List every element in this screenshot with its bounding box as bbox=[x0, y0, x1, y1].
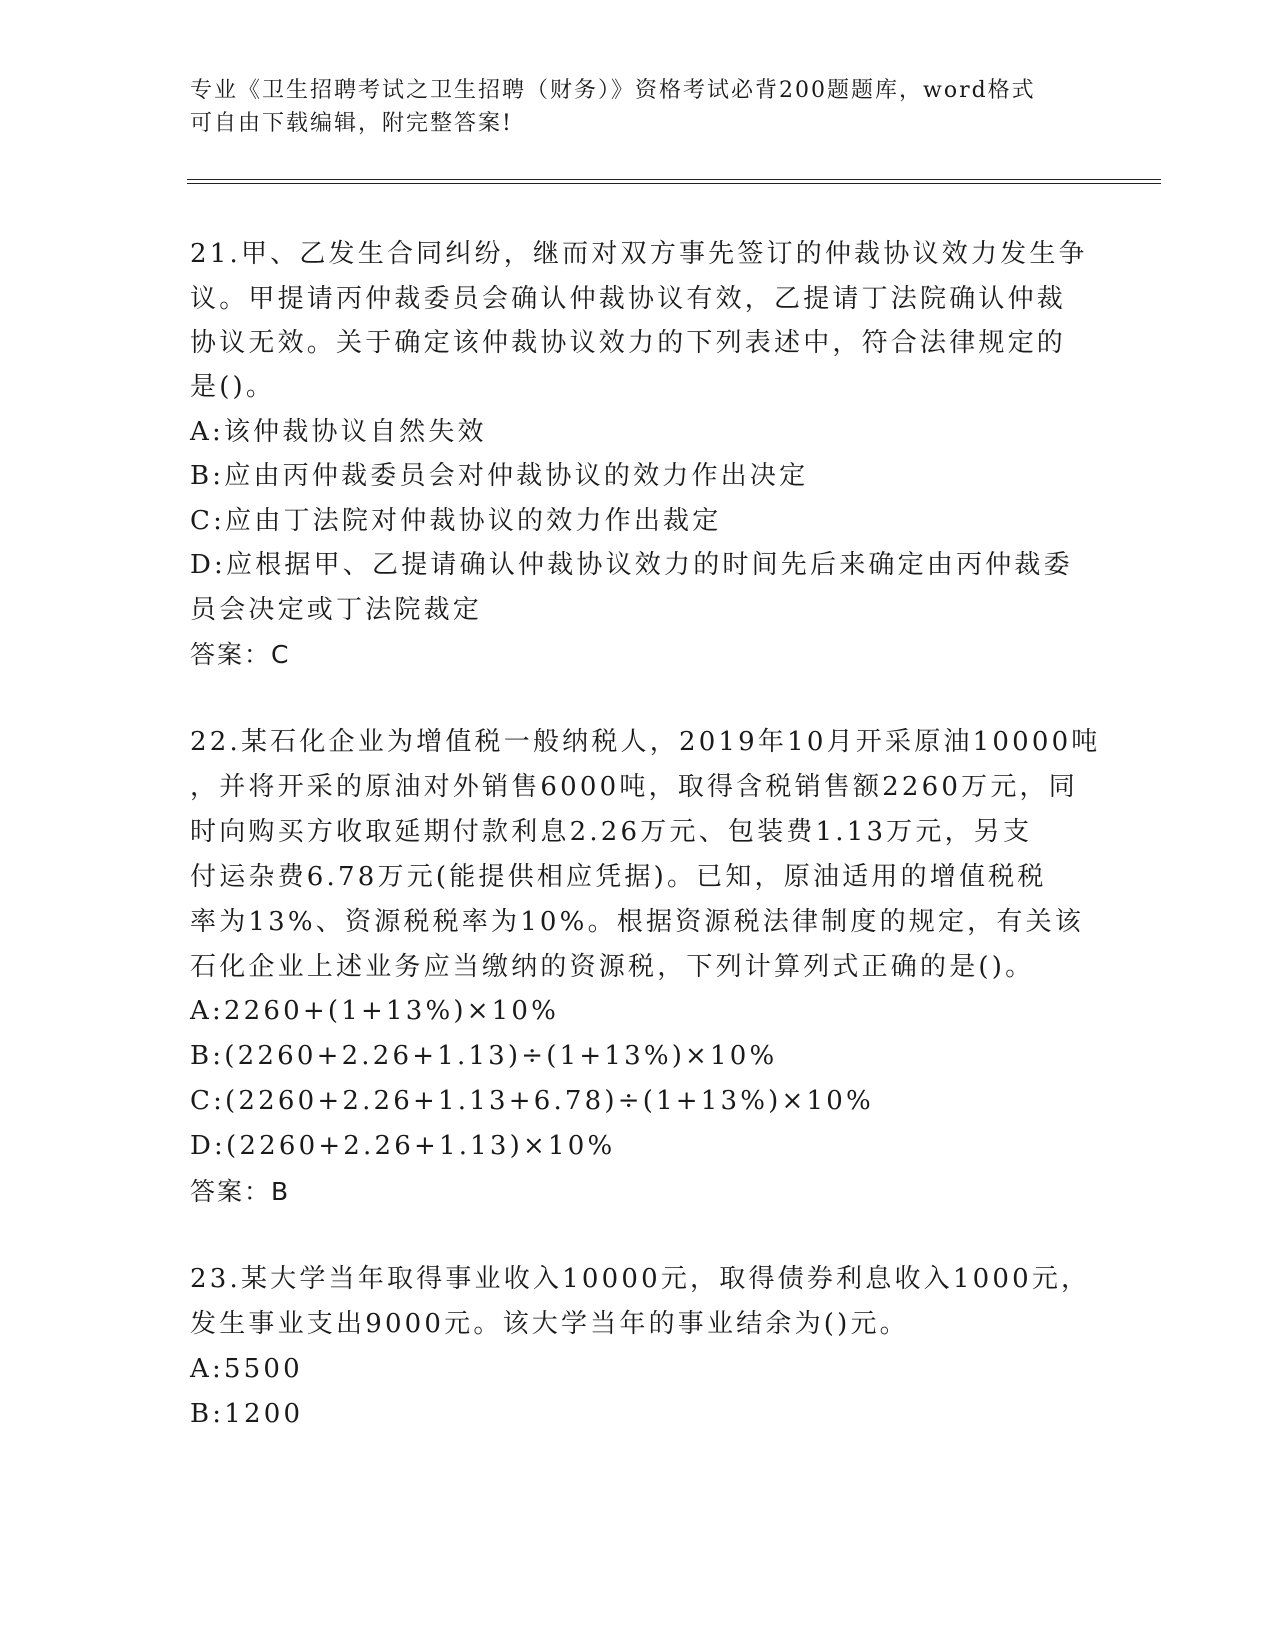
question-stem-line: 议。甲提请丙仲裁委员会确认仲裁协议有效，乙提请丁法院确认仲裁 bbox=[190, 284, 1067, 314]
question-stem-line: 是()。 bbox=[190, 372, 276, 402]
option-b: B:应由丙仲裁委员会对仲裁协议的效力作出决定 bbox=[190, 461, 809, 491]
option-a: A:该仲裁协议自然失效 bbox=[190, 417, 487, 447]
question-stem-line: 23.某大学当年取得事业收入10000元，取得债券利息收入1000元， bbox=[190, 1264, 1091, 1294]
header-divider-bottom bbox=[187, 183, 1161, 184]
question-stem-line: ，并将开采的原油对外销售6000吨，取得含税销售额2260万元，同 bbox=[190, 772, 1078, 802]
question-stem-line: 时向购买方收取延期付款利息2.26万元、包装费1.13万元，另支 bbox=[190, 817, 1033, 847]
header-line-2: 可自由下载编辑，附完整答案! bbox=[190, 111, 513, 136]
option-a: A:5500 bbox=[190, 1354, 303, 1384]
option-c: C:应由丁法院对仲裁协议的效力作出裁定 bbox=[190, 506, 722, 536]
question-stem-line: 22.某石化企业为增值税一般纳税人，2019年10月开采原油10000吨 bbox=[190, 727, 1101, 757]
question-stem-line: 发生事业支出9000元。该大学当年的事业结余为()元。 bbox=[190, 1309, 909, 1339]
question-stem-line: 21.甲、乙发生合同纠纷，继而对双方事先签订的仲裁协议效力发生争 bbox=[190, 239, 1088, 269]
answer-label: 答案：C bbox=[190, 640, 291, 669]
header-line-1: 专业《卫生招聘考试之卫生招聘（财务）》资格考试必背200题题库，word格式 bbox=[190, 78, 1036, 103]
question-stem-line: 付运杂费6.78万元(能提供相应凭据)。已知，原油适用的增值税税 bbox=[190, 862, 1047, 892]
option-d: D:应根据甲、乙提请确认仲裁协议效力的时间先后来确定由丙仲裁委 bbox=[190, 550, 1073, 580]
question-stem-line: 协议无效。关于确定该仲裁协议效力的下列表述中，符合法律规定的 bbox=[190, 328, 1067, 358]
document-header bbox=[190, 74, 1090, 140]
option-b: B:1200 bbox=[190, 1399, 304, 1429]
option-b: B:(2260+2.26+1.13)÷(1+13%)×10% bbox=[190, 1041, 778, 1071]
option-d-continued: 员会决定或丁法院裁定 bbox=[190, 595, 483, 625]
option-d: D:(2260+2.26+1.13)×10% bbox=[190, 1131, 616, 1161]
answer-label: 答案：B bbox=[190, 1177, 291, 1206]
header-divider-top bbox=[187, 179, 1161, 180]
option-c: C:(2260+2.26+1.13+6.78)÷(1+13%)×10% bbox=[190, 1086, 874, 1116]
question-stem-line: 石化企业上述业务应当缴纳的资源税，下列计算列式正确的是()。 bbox=[190, 952, 1035, 982]
question-stem-line: 率为13%、资源税税率为10%。根据资源税法律制度的规定，有关该 bbox=[190, 907, 1084, 937]
option-a: A:2260+(1+13%)×10% bbox=[190, 996, 560, 1026]
